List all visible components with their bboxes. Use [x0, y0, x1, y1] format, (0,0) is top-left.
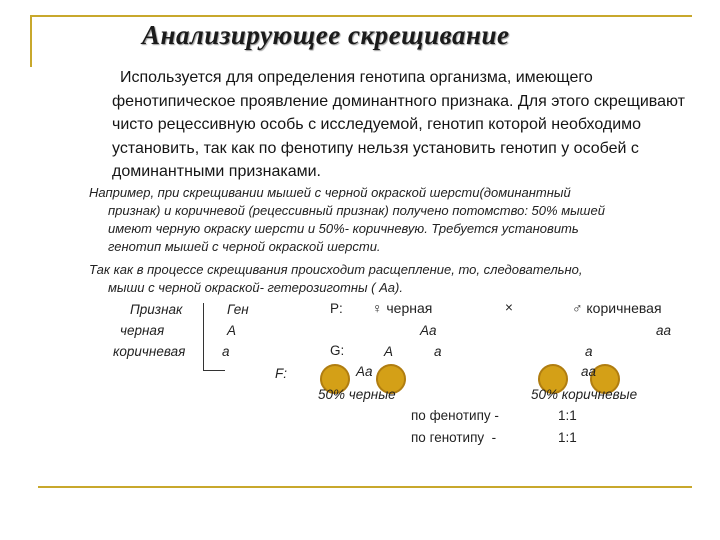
gamete-2: а [434, 344, 442, 359]
gamete-3: а [585, 344, 593, 359]
table-row1-trait: черная [120, 323, 165, 338]
genotype-ratio: 1:1 [558, 430, 577, 445]
top-rule [30, 15, 692, 17]
offspring-genotype-1: Аа [356, 364, 373, 379]
parents-label: P: [330, 301, 343, 316]
example-line-1: Например, при скрещивании мышей с черной окраской шерсти(доминантный [89, 185, 571, 200]
example-line-3: имеют черную окраску шерсти и 50%- коричневую. Требуется установить [108, 221, 579, 236]
bottom-rule [38, 486, 692, 488]
page-title: Анализирующее скрещивание [142, 20, 510, 50]
example-line-4: генотип мышей с черной окраской шерсти. [108, 239, 381, 254]
female-genotype: Аа [420, 323, 437, 338]
phenotype-label: по фенотипу - [411, 408, 499, 423]
male-genotype: аа [656, 323, 672, 338]
offspring-genotype-2: аа [581, 364, 597, 379]
female-parent: ♀ черная [372, 300, 433, 316]
gamete-1: А [384, 344, 394, 359]
conclusion-line-2: мыши с черной окраской- гетерозиготны ( Аа). [108, 280, 403, 295]
cross-sign: × [505, 300, 513, 315]
table-divider [203, 303, 204, 371]
phenotype-ratio: 1:1 [558, 408, 577, 423]
result-black: 50% черные [318, 387, 396, 402]
conclusion-line-1: Так как в процессе скрещивания происходит расщепление, то, следовательно, [89, 262, 583, 277]
genotype-label: по генотипу - [411, 430, 497, 445]
left-rule [30, 15, 32, 67]
table-row2-gene: а [222, 344, 230, 359]
table-row1-gene: А [227, 323, 237, 338]
table-header-trait: Признак [130, 302, 183, 317]
table-underline [203, 370, 225, 371]
gametes-label: G: [330, 343, 345, 358]
example-line-2: признак) и коричневой (рецессивный признак) получено потомство: 50% мышей [108, 203, 605, 218]
table-header-gene: Ген [227, 302, 249, 317]
male-parent: ♂ коричневая [572, 300, 662, 316]
result-brown: 50% коричневые [531, 387, 638, 402]
offspring-label: F: [275, 366, 287, 381]
intro-paragraph: Используется для определения генотипа организма, имеющего фенотипическое проявление доминантного признака. Для этого скрещивают чисто рецессивную особь с исследуемой, генотип которой необходимо установить, так как по фенотипу нельзя установить генотип у особей с доминантными признаками. [112, 69, 685, 180]
table-row2-trait: коричневая [113, 344, 186, 359]
